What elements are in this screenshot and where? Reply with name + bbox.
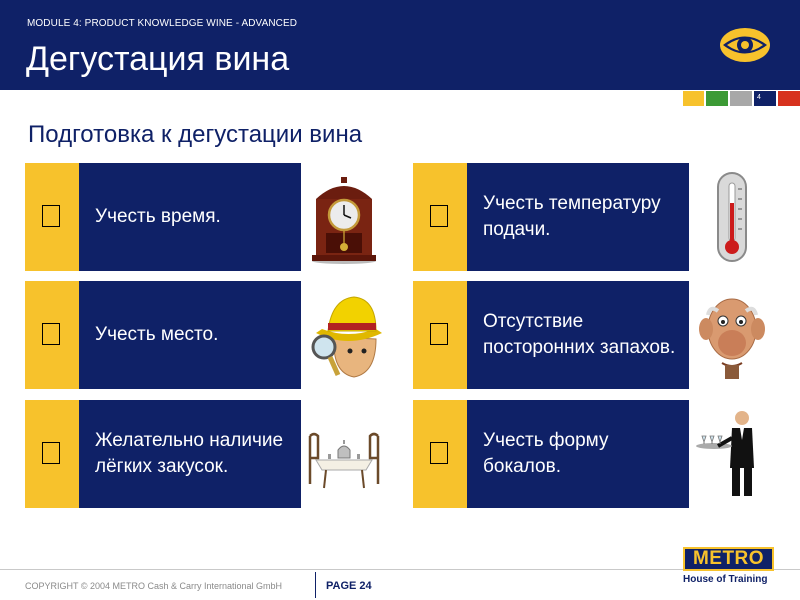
checkbox-icon	[430, 323, 448, 345]
checkbox-icon	[430, 442, 448, 464]
section-subtitle: Подготовка к дегустации вина	[28, 121, 363, 148]
thermometer-icon	[692, 169, 772, 265]
card-time	[25, 163, 387, 271]
card-image	[689, 163, 775, 271]
card-text-box	[467, 281, 689, 389]
card-marker	[25, 281, 79, 389]
color-strip-3	[730, 91, 752, 106]
card-text: Отсутствие посторонних запахов.	[483, 311, 676, 358]
slide-number: 4	[757, 94, 761, 101]
card-marker	[25, 163, 79, 271]
table-icon	[304, 406, 384, 502]
page-number: PAGE 24	[326, 580, 372, 592]
card-text: Учесть место.	[95, 324, 219, 345]
card-text: Учесть время.	[95, 206, 221, 227]
checkbox-icon	[42, 205, 60, 227]
card-text-box	[467, 400, 689, 508]
card-text: Учесть температуру подачи.	[483, 193, 661, 240]
card-image	[689, 281, 775, 389]
waiter-icon	[692, 406, 772, 502]
checkbox-icon	[42, 442, 60, 464]
footer-vertical-divider	[315, 572, 316, 598]
clock-icon	[304, 169, 384, 265]
card-image	[301, 163, 387, 271]
card-text: Желательно наличие лёгких закусок.	[95, 430, 284, 477]
card-glasses	[413, 400, 775, 508]
card-odors	[413, 281, 775, 389]
metro-logo: METRO	[683, 547, 774, 571]
page-title: Дегустация вина	[26, 40, 290, 78]
card-marker	[413, 400, 467, 508]
card-image	[301, 400, 387, 508]
header-bar	[0, 0, 800, 90]
card-text-box	[79, 163, 301, 271]
card-marker	[413, 281, 467, 389]
module-label: MODULE 4: PRODUCT KNOWLEDGE WINE - ADVANCED	[27, 18, 298, 29]
detective-icon	[304, 287, 384, 383]
house-of-training-label: House of Training	[683, 574, 768, 585]
color-strip-2	[706, 91, 728, 106]
copyright-text: COPYRIGHT © 2004 METRO Cash & Carry International GmbH	[25, 581, 283, 591]
card-image	[689, 400, 775, 508]
eye-logo-icon	[718, 25, 772, 65]
card-snacks	[25, 400, 387, 508]
card-text-box	[79, 400, 301, 508]
face-nose-icon	[692, 287, 772, 383]
card-text-box	[79, 281, 301, 389]
card-text-box	[467, 163, 689, 271]
card-temperature	[413, 163, 775, 271]
footer-divider	[0, 569, 800, 570]
card-place	[25, 281, 387, 389]
card-marker	[413, 163, 467, 271]
card-marker	[25, 400, 79, 508]
color-strip-1	[683, 91, 704, 106]
checkbox-icon	[42, 323, 60, 345]
card-text: Учесть форму бокалов.	[483, 430, 609, 477]
color-strip-5	[778, 91, 800, 106]
card-image	[301, 281, 387, 389]
checkbox-icon	[430, 205, 448, 227]
